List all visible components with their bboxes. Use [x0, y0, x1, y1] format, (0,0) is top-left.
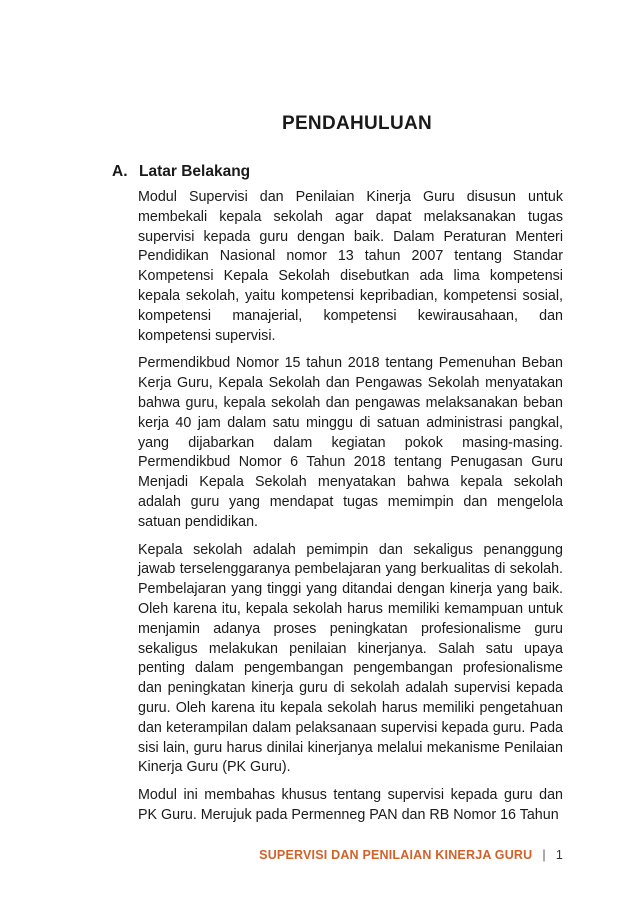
- section-number: A.: [112, 163, 128, 180]
- page-title: PENDAHULUAN: [281, 113, 433, 134]
- section-heading: [112, 163, 250, 181]
- section-heading-text: Latar Belakang: [139, 163, 251, 180]
- paragraph: Modul Supervisi dan Penilaian Kinerja Guru disusun untuk membekali kepala sekolah agar dapat melaksanakan tugas supervisi kepada guru dengan baik. Dalam Peraturan Menteri Pendidikan Nasional nomor 13 tahun 2007 tentang Standar Kompetensi Kepala Sekolah disebutkan ada lima kompetensi kepala sekolah, yaitu kompetensi kepribadian, kompetensi sosial, kompetensi manajerial, kompetensi kewirausahaan, dan kompetensi supervisi.: [138, 189, 563, 344]
- paragraph: Permendikbud Nomor 15 tahun 2018 tentang Pemenuhan Beban Kerja Guru, Kepala Sekolah dan Pengawas Sekolah menyatakan bahwa guru, kepala sekolah dan pengawas melaksanakan beban kerja 40 jam dalam satu minggu di satuan administrasi pangkal, yang dijabarkan dalam kegiatan pokok masing-masing. Permendikbud Nomor 6 Tahun 2018 tentang Penugasan Guru Menjadi Kepala Sekolah menyatakan bahwa kepala sekolah adalah guru yang mendapat tugas memimpin dan mengelola satuan pendidikan.: [138, 355, 563, 530]
- page-number: 1: [555, 848, 563, 862]
- page-footer: [259, 848, 563, 862]
- paragraph: Modul ini membahas khusus tentang supervisi kepada guru dan PK Guru. Merujuk pada Permenneg PAN dan RB Nomor 16 Tahun: [138, 787, 563, 823]
- paragraph: Kepala sekolah adalah pemimpin dan sekaligus penanggung jawab terselenggaranya pembelajaran yang berkualitas di sekolah. Pembelajaran yang tinggi yang ditandai dengan kinerja yang baik. Oleh karena itu, kepala sekolah harus memiliki kemampuan untuk menjamin adanya proses peningkatan profesionalisme guru sekaligus melakukan penilaian kinerjanya. Salah satu upaya penting dalam pengembangan pengembangan profesionalisme dan peningkatan kinerja guru di sekolah adalah supervisi kepada guru. Oleh karena itu kepala sekolah harus memiliki pengetahuan dan keterampilan dalam pelaksanaan supervisi kepada guru. Pada sisi lain, guru harus dinilai kinerjanya melalui mekanisme Penilaian Kinerja Guru (PK Guru).: [138, 541, 563, 776]
- body-text: [138, 188, 563, 834]
- footer-running-title: SUPERVISI DAN PENILAIAN KINERJA GURU: [259, 848, 533, 862]
- footer-separator: |: [542, 848, 546, 862]
